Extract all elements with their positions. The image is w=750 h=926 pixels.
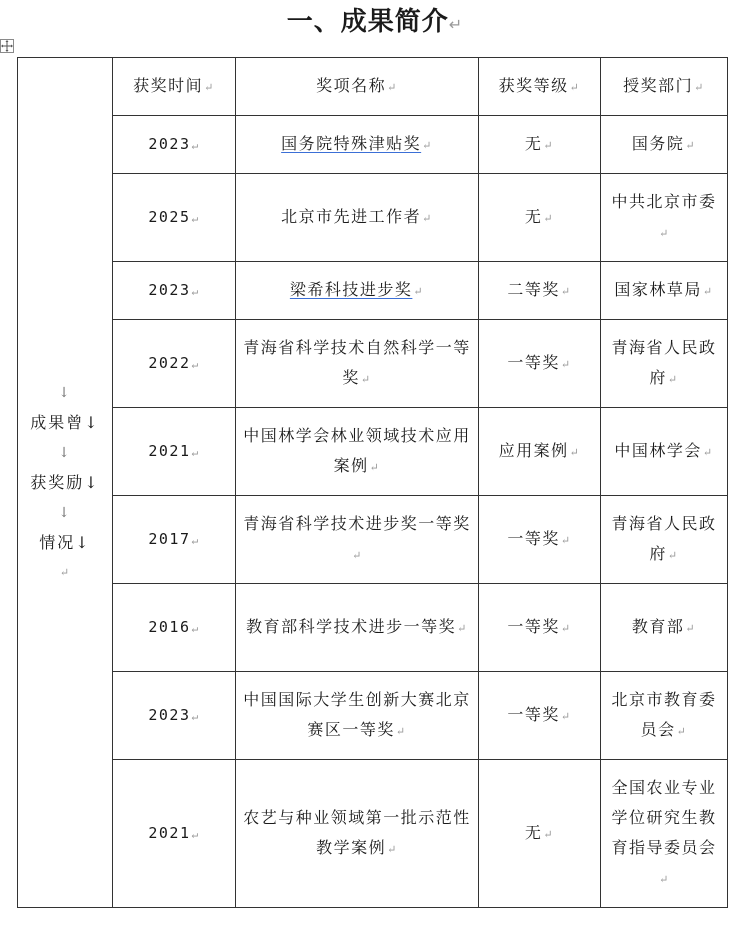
cell-level: 一等奖↵ — [479, 584, 601, 672]
column-header-department: 授奖部门↵ — [601, 58, 728, 116]
cell-name: 中国国际大学生创新大赛北京赛区一等奖↵ — [236, 672, 479, 760]
cell-department: 教育部↵ — [601, 584, 728, 672]
cell-time: 2023↵ — [113, 262, 236, 320]
cell-end-mark: ↵ — [59, 565, 72, 579]
cell-name: 教育部科学技术进步一等奖↵ — [236, 584, 479, 672]
cell-level: 无↵ — [479, 760, 601, 908]
cell-name: 梁希科技进步奖↵ — [236, 262, 479, 320]
cell-department: 中国林学会↵ — [601, 408, 728, 496]
cell-department: 全国农业专业学位研究生教育指导委员会↵ — [601, 760, 728, 908]
cell-time: 2021↵ — [113, 408, 236, 496]
page-title — [0, 4, 750, 43]
cell-level: 一等奖↵ — [479, 320, 601, 408]
table-row — [18, 116, 728, 174]
cell-level: 应用案例↵ — [479, 408, 601, 496]
row-header-line: ↓ — [58, 504, 72, 521]
cell-time: 2023↵ — [113, 116, 236, 174]
table-row — [18, 174, 728, 262]
cell-level: 二等奖↵ — [479, 262, 601, 320]
cell-time: 2022↵ — [113, 320, 236, 408]
cell-department: 青海省人民政府↵ — [601, 496, 728, 584]
table-row — [18, 584, 728, 672]
row-header-line: 获奖励↓ — [30, 472, 100, 492]
cell-department: 中共北京市委↵ — [601, 174, 728, 262]
column-header-level: 获奖等级↵ — [479, 58, 601, 116]
cell-time: 2023↵ — [113, 672, 236, 760]
cell-time: 2017↵ — [113, 496, 236, 584]
cell-level: 一等奖↵ — [479, 496, 601, 584]
table-move-handle-icon[interactable] — [0, 39, 14, 53]
cell-name: 中国林学会林业领域技术应用案例↵ — [236, 408, 479, 496]
cell-department: 国务院↵ — [601, 116, 728, 174]
cell-name: 青海省科学技术自然科学一等奖↵ — [236, 320, 479, 408]
awards-table — [17, 57, 728, 908]
cell-name: 北京市先进工作者↵ — [236, 174, 479, 262]
table-row — [18, 672, 728, 760]
cell-level: 无↵ — [479, 116, 601, 174]
table-row — [18, 496, 728, 584]
table-row — [18, 262, 728, 320]
cell-level: 无↵ — [479, 174, 601, 262]
cell-name: 农艺与种业领域第一批示范性教学案例↵ — [236, 760, 479, 908]
cell-name: 青海省科学技术进步奖一等奖↵ — [236, 496, 479, 584]
table-header-row — [18, 58, 728, 116]
cell-department: 国家林草局↵ — [601, 262, 728, 320]
column-header-time: 获奖时间↵ — [113, 58, 236, 116]
table-row — [18, 760, 728, 908]
row-header-line: 成果曾↓ — [30, 412, 100, 432]
column-header-name: 奖项名称↵ — [236, 58, 479, 116]
cell-time: 2016↵ — [113, 584, 236, 672]
cell-name: 国务院特殊津贴奖↵ — [236, 116, 479, 174]
paragraph-mark: ↵ — [448, 15, 464, 34]
row-header-line: 情况↓ — [39, 532, 91, 552]
table-row — [18, 320, 728, 408]
row-header-line: ↓ — [58, 384, 72, 401]
title-text: 一、成果简介 — [286, 7, 449, 37]
cell-time: 2021↵ — [113, 760, 236, 908]
cell-level: 一等奖↵ — [479, 672, 601, 760]
table-row — [18, 408, 728, 496]
cell-department: 青海省人民政府↵ — [601, 320, 728, 408]
row-header-line: ↓ — [58, 444, 72, 461]
row-header-cell — [18, 58, 113, 908]
cell-department: 北京市教育委员会↵ — [601, 672, 728, 760]
cell-time: 2025↵ — [113, 174, 236, 262]
